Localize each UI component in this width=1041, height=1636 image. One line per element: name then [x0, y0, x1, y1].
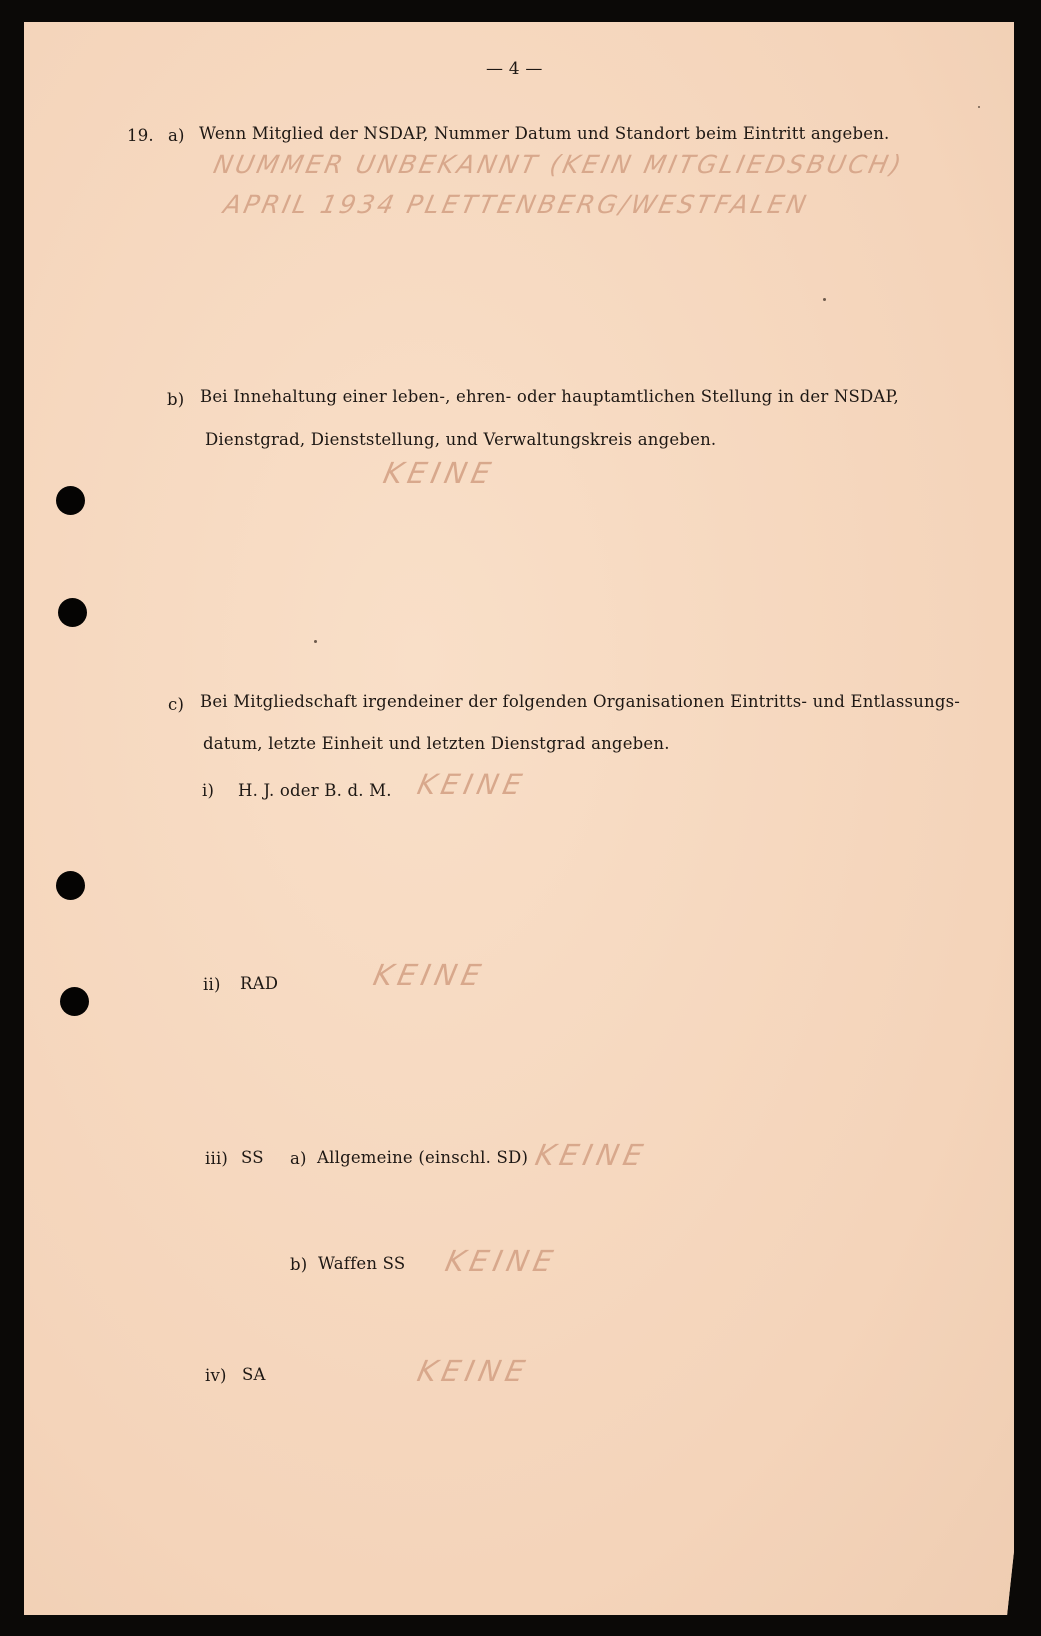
page-number: — 4 —	[486, 59, 543, 79]
punch-hole-1	[56, 486, 85, 515]
q19c-ii-marker: ii)	[203, 975, 221, 994]
q19c-iii-label: SS	[241, 1148, 264, 1167]
paper-speck	[314, 640, 317, 643]
q19a-marker: a)	[168, 126, 185, 145]
q19c-iii-b-answer: KEINE	[442, 1244, 561, 1278]
q19a-answer-line1: NUMMER UNBEKANNT (KEIN MITGLIEDSBUCH)	[210, 150, 907, 179]
q19c-iii-marker: iii)	[205, 1149, 229, 1168]
q19c-ii-answer: KEINE	[370, 958, 489, 992]
q19c-line2: datum, letzte Einheit und letzten Dienstgrad angeben.	[203, 734, 670, 753]
punch-hole-4	[60, 987, 89, 1016]
q19c-iv-label: SA	[242, 1365, 266, 1384]
q19c-marker: c)	[168, 695, 185, 714]
q19b-marker: b)	[167, 390, 185, 409]
q19c-i-label: H. J. oder B. d. M.	[238, 781, 392, 800]
q19a-answer-line2: APRIL 1934 PLETTENBERG/WESTFALEN	[220, 190, 812, 219]
q19c-i-marker: i)	[202, 781, 215, 800]
question-number: 19.	[127, 126, 154, 145]
q19b-answer: KEINE	[380, 456, 499, 490]
q19c-iii-a-answer: KEINE	[532, 1138, 651, 1172]
q19c-iii-b-marker: b)	[290, 1255, 308, 1274]
q19c-iii-b-label: Waffen SS	[318, 1254, 406, 1273]
q19c-i-answer: KEINE	[414, 768, 530, 801]
q19b-line1: Bei Innehaltung einer leben-, ehren- oder hauptamtlichen Stellung in der NSDAP,	[200, 387, 899, 406]
q19c-iv-marker: iv)	[205, 1366, 227, 1385]
q19a-text: Wenn Mitglied der NSDAP, Nummer Datum und Standort beim Eintritt angeben.	[199, 124, 890, 143]
q19c-iii-a-label: Allgemeine (einschl. SD)	[317, 1148, 529, 1167]
q19c-iii-a-marker: a)	[290, 1149, 307, 1168]
punch-hole-3	[56, 871, 85, 900]
paper-speck	[978, 106, 980, 108]
q19b-line2: Dienstgrad, Dienststellung, und Verwaltungskreis angeben.	[205, 430, 717, 449]
punch-hole-2	[58, 598, 87, 627]
q19c-line1: Bei Mitgliedschaft irgendeiner der folgenden Organisationen Eintritts- und Entlassungs-	[200, 692, 961, 711]
q19c-ii-label: RAD	[240, 974, 279, 993]
paper-speck	[823, 298, 826, 301]
q19c-iv-answer: KEINE	[414, 1354, 533, 1388]
